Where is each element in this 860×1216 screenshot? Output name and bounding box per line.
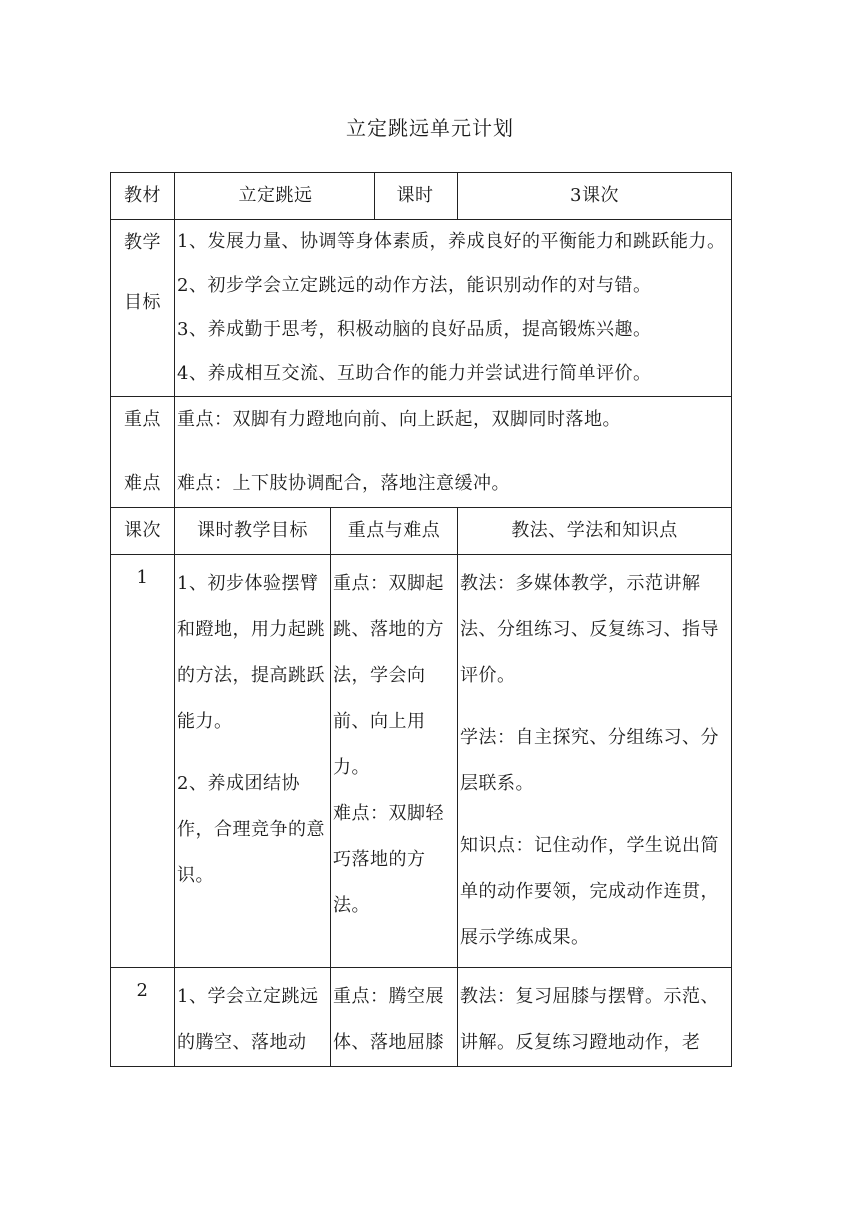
column-header: 重点与难点 [331, 508, 458, 555]
material-row [111, 173, 732, 220]
lesson-point: 难点：双脚轻巧落地的方法。 [333, 803, 444, 916]
objective-item: 3、养成勤于思考，积极动脑的良好品质，提高锻炼兴趣。 [177, 319, 652, 340]
lesson-methods [458, 968, 732, 1067]
key-points-label [111, 397, 175, 508]
lesson-methods [458, 555, 732, 968]
lesson-method: 学法：自主探究、分组练习、分层联系。 [460, 727, 719, 794]
lesson-points [331, 555, 458, 968]
column-header: 课时教学目标 [175, 508, 331, 555]
hours-label: 课时 [374, 173, 455, 219]
difficult-label: 难点 [124, 473, 161, 494]
column-header: 课次 [111, 508, 175, 555]
lesson-goals [175, 555, 331, 968]
lesson-method: 教法：复习屈膝与摆臂。示范、讲解。反复练习蹬地动作，老 [460, 986, 719, 1053]
column-header: 教法、学法和知识点 [458, 508, 732, 555]
columns-header-row [111, 508, 732, 555]
material-value-text: 立定跳远 [238, 185, 313, 206]
page-title: 立定跳远单元计划 [346, 116, 514, 140]
lesson-goal: 2、养成团结协作，合理竞争的意识。 [177, 773, 325, 886]
objective-item: 4、养成相互交流、互助合作的能力并尝试进行简单评价。 [177, 363, 652, 384]
objective-item: 2、初步学会立定跳远的动作方法，能识别动作的对与错。 [177, 275, 652, 296]
material-label: 教材 [111, 173, 175, 220]
lesson-number: 1 [111, 555, 175, 968]
hours-value: 3课次 [458, 173, 732, 220]
difficult-text: 难点：上下肢协调配合，落地注意缓冲。 [177, 473, 510, 494]
objectives-content [175, 220, 732, 397]
lesson-method: 知识点：记住动作，学生说出简单的动作要领，完成动作连贯，展示学练成果。 [460, 835, 719, 948]
lesson-goals [175, 968, 331, 1067]
objective-item: 1、发展力量、协调等身体素质，养成良好的平衡能力和跳跃能力。 [177, 231, 726, 252]
objectives-row [111, 220, 732, 397]
objectives-label-2: 目标 [124, 292, 161, 313]
objectives-label [111, 220, 175, 397]
lesson-method: 教法：多媒体教学，示范讲解法、分组练习、反复练习、指导评价。 [460, 573, 719, 686]
lesson-points [331, 968, 458, 1067]
lesson-row [111, 968, 732, 1067]
lesson-row [111, 555, 732, 968]
lesson-point: 重点：腾空展体、落地屈膝 [333, 986, 444, 1053]
key-points-row [111, 397, 732, 508]
material-value [175, 173, 458, 220]
objectives-label-1: 教学 [124, 232, 161, 253]
lesson-goal: 1、学会立定跳远的腾空、落地动 [177, 986, 319, 1053]
key-points-content [175, 397, 732, 508]
lesson-number: 2 [111, 968, 175, 1067]
lesson-point: 重点：双脚起跳、落地的方法，学会向前、向上用力。 [333, 573, 444, 778]
lesson-goal: 1、初步体验摆臂和蹬地，用力起跳的方法，提高跳跃能力。 [177, 573, 325, 732]
unit-plan-table [110, 172, 732, 1067]
key-label: 重点 [124, 409, 161, 430]
key-text: 重点：双脚有力蹬地向前、向上跃起，双脚同时落地。 [177, 409, 621, 430]
